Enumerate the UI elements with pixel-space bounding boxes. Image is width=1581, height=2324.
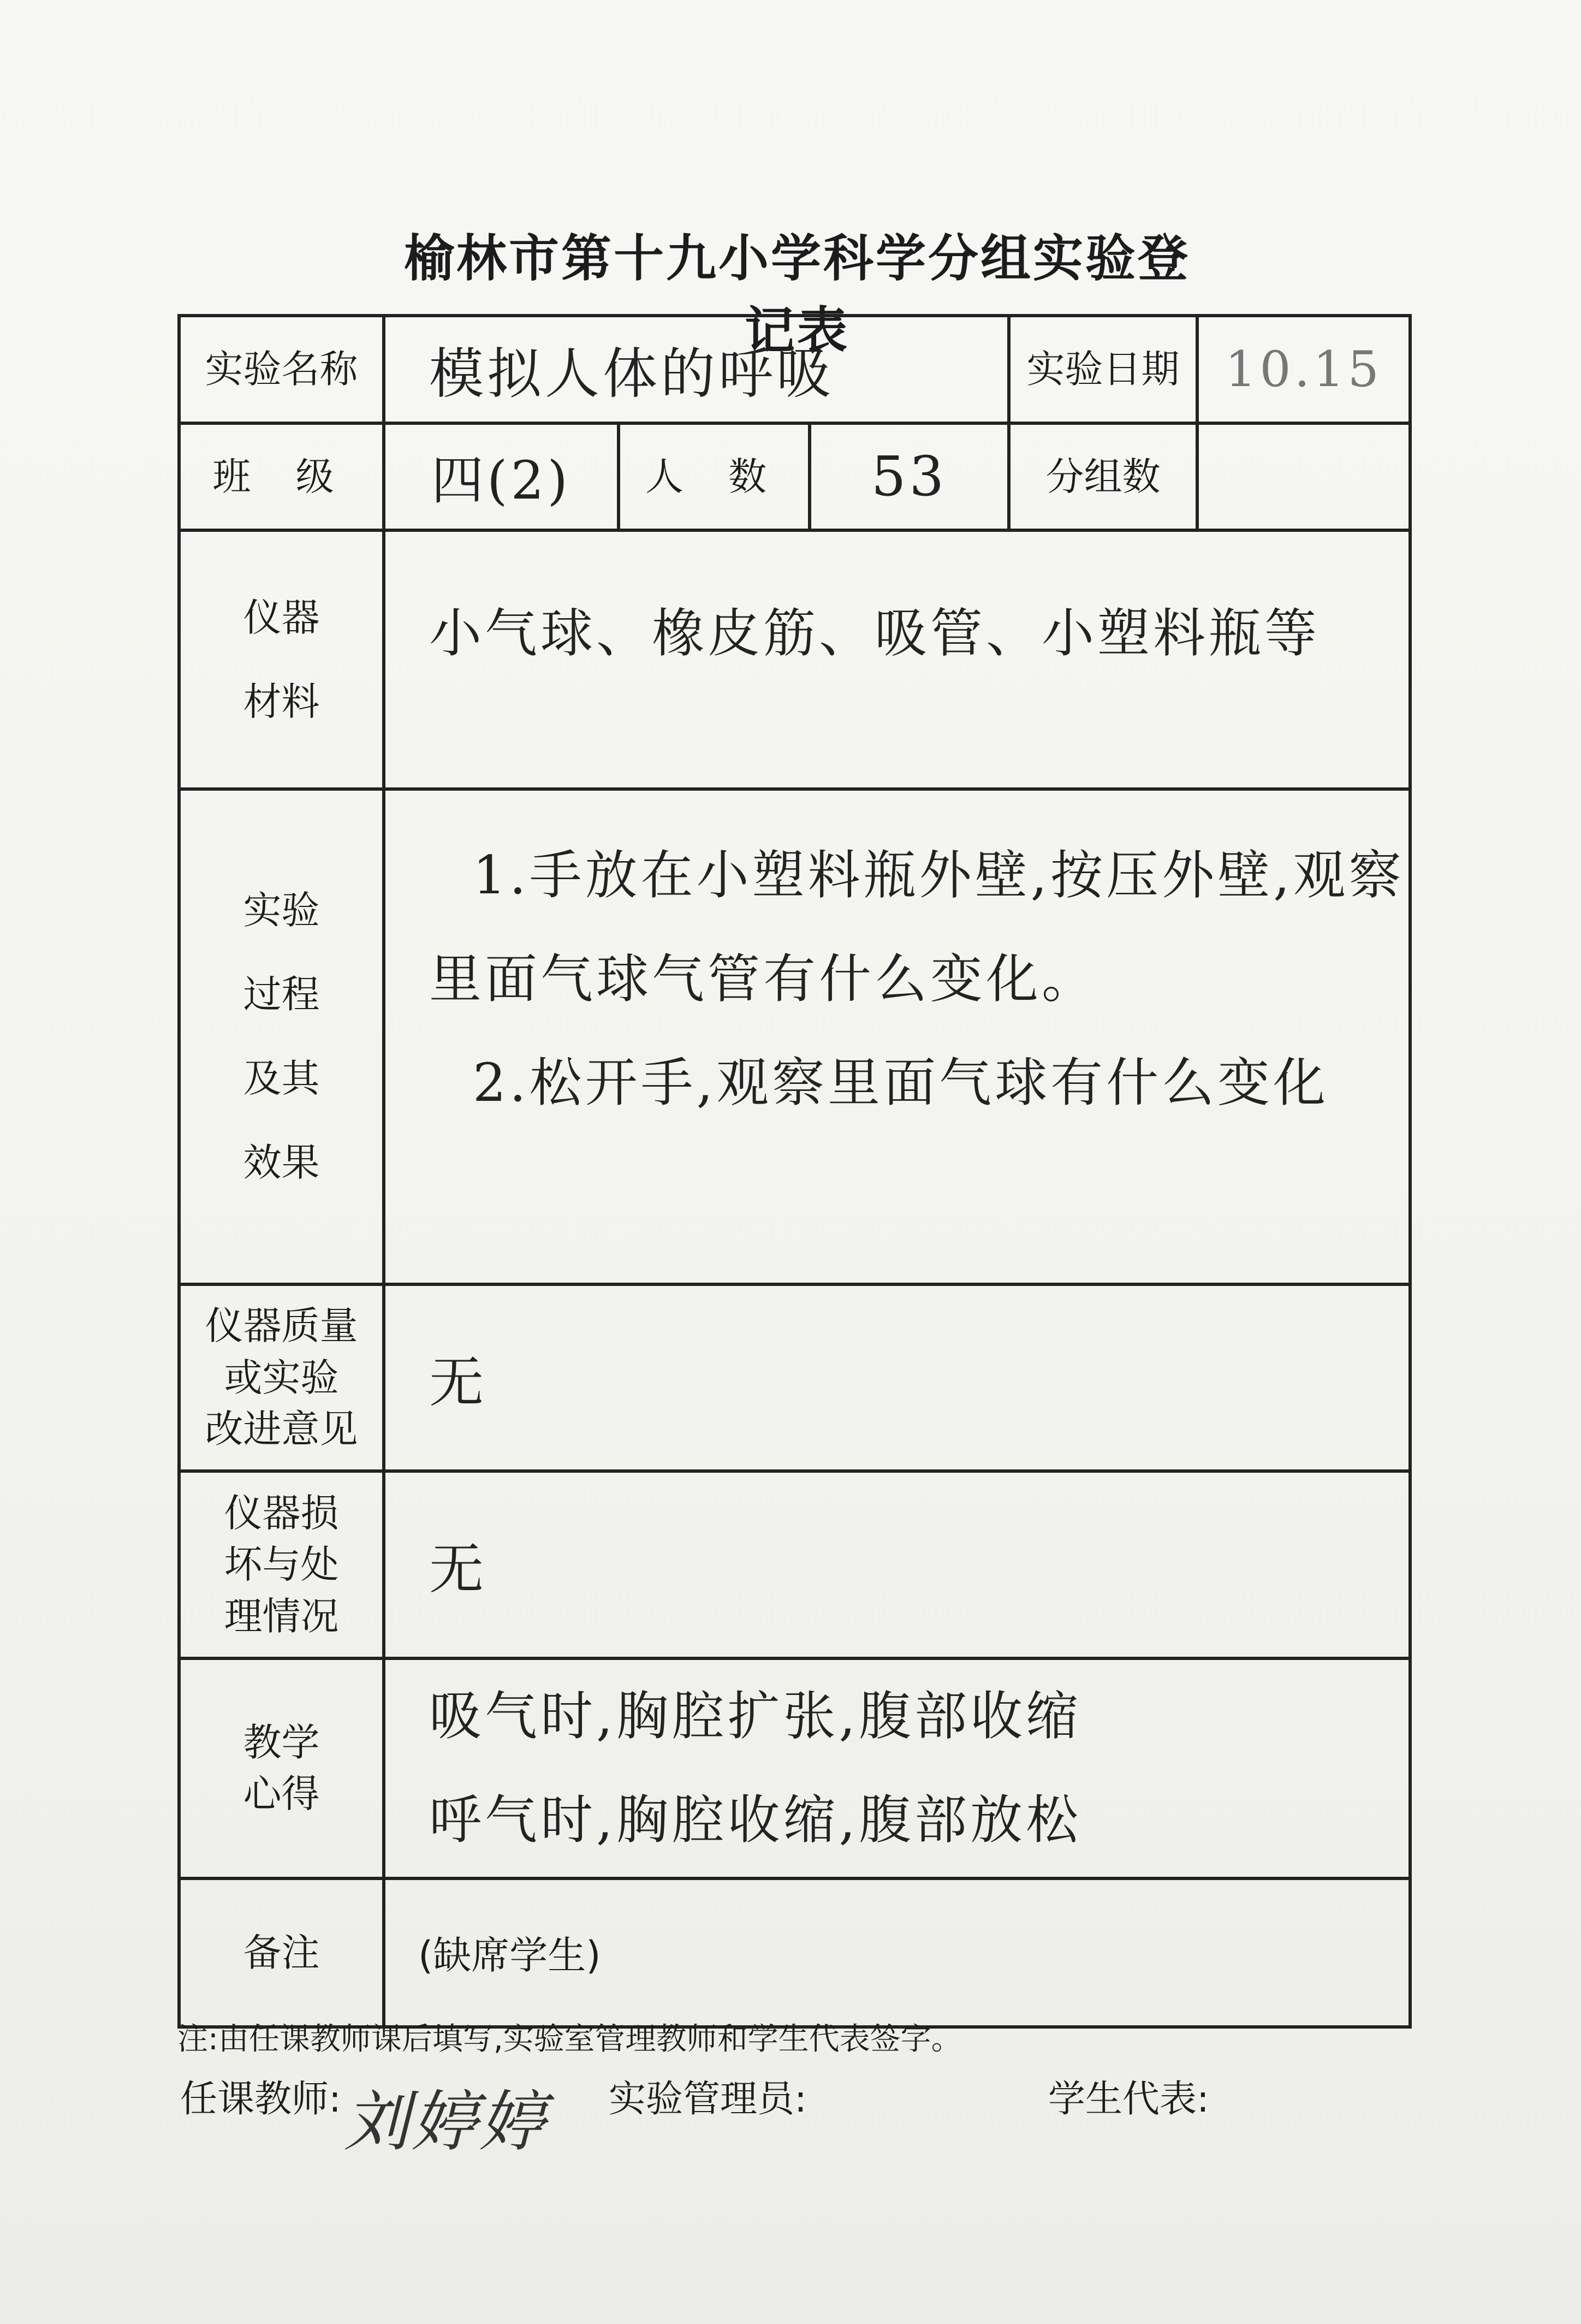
form-title: 榆林市第十九小学科学分组实验登记表	[403, 229, 1190, 360]
label-quality-line-3: 改进意见	[205, 1407, 358, 1452]
label-quality-line-1: 仪器质量	[205, 1303, 358, 1349]
value-experiment-name: 模拟人体的呼吸	[384, 316, 1009, 423]
label-remarks: 备注	[179, 1878, 384, 2027]
process-line-1: 1.手放在小塑料瓶外壁,按压外壁,观察	[473, 844, 1405, 906]
value-groups	[1197, 423, 1410, 531]
label-process-line-4: 效果	[243, 1140, 320, 1185]
label-process	[179, 789, 384, 1284]
row-reflection	[179, 1658, 1410, 1878]
label-groups: 分组数	[1009, 423, 1197, 531]
label-process-line-3: 及其	[243, 1056, 320, 1101]
label-instruments	[179, 530, 384, 789]
label-reflection	[179, 1658, 384, 1878]
row-class-info	[179, 423, 1410, 531]
label-experiment-name: 实验名称	[179, 316, 384, 423]
label-process-line-2: 过程	[243, 972, 320, 1017]
value-instruments: 小气球、橡皮筋、吸管、小塑料瓶等	[384, 530, 1410, 789]
label-instruments-line-1: 仪器	[243, 595, 320, 640]
reflection-line-2: 呼气时,胸腔收缩,腹部放松	[429, 1789, 1082, 1851]
process-line-2: 里面气球气管有什么变化。	[429, 948, 1097, 1010]
reflection-line-1: 吸气时,胸腔扩张,腹部收缩	[429, 1686, 1082, 1747]
row-damage	[179, 1471, 1410, 1658]
label-reflection-line-1: 教学	[243, 1720, 320, 1765]
teacher-signature: 刘婷婷	[344, 2084, 547, 2160]
label-instruments-line-2: 材料	[243, 679, 320, 724]
teacher-label: 任课教师:	[180, 2078, 341, 2121]
value-damage: 无	[384, 1471, 1410, 1658]
process-line-3: 2.松开手,观察里面气球有什么变化	[473, 1052, 1329, 1113]
label-quality	[179, 1284, 384, 1472]
label-damage-line-2: 坏与处	[224, 1542, 339, 1587]
lab-admin-label: 实验管理员:	[609, 2078, 807, 2121]
label-reflection-line-2: 心得	[243, 1771, 320, 1817]
value-class: 四(2)	[384, 423, 619, 531]
value-quality: 无	[384, 1284, 1410, 1472]
row-quality	[179, 1284, 1410, 1472]
value-experiment-date: 10.15	[1197, 316, 1410, 423]
label-quality-line-2: 或实验	[224, 1355, 339, 1400]
value-people: 53	[810, 423, 1009, 531]
row-process	[179, 789, 1410, 1284]
signature-row	[180, 2070, 1436, 2160]
value-process	[384, 789, 1410, 1284]
label-damage	[179, 1471, 384, 1658]
label-people: 人 数	[619, 423, 810, 531]
label-experiment-date: 实验日期	[1009, 316, 1197, 423]
row-remarks	[179, 1878, 1410, 2027]
value-remarks: (缺席学生)	[384, 1878, 1410, 2027]
label-damage-line-3: 理情况	[224, 1593, 339, 1639]
label-class: 班 级	[179, 423, 384, 531]
value-reflection	[384, 1658, 1410, 1878]
row-experiment-name	[179, 316, 1410, 423]
label-process-line-1: 实验	[243, 888, 320, 933]
registration-form-table	[177, 314, 1412, 2029]
row-instruments	[179, 530, 1410, 789]
student-rep-label: 学生代表:	[1048, 2078, 1209, 2121]
footer-note: 注:由任课教师课后填写,实验室管理教师和学生代表签字。	[177, 2021, 962, 2057]
label-damage-line-1: 仪器损	[224, 1490, 339, 1536]
